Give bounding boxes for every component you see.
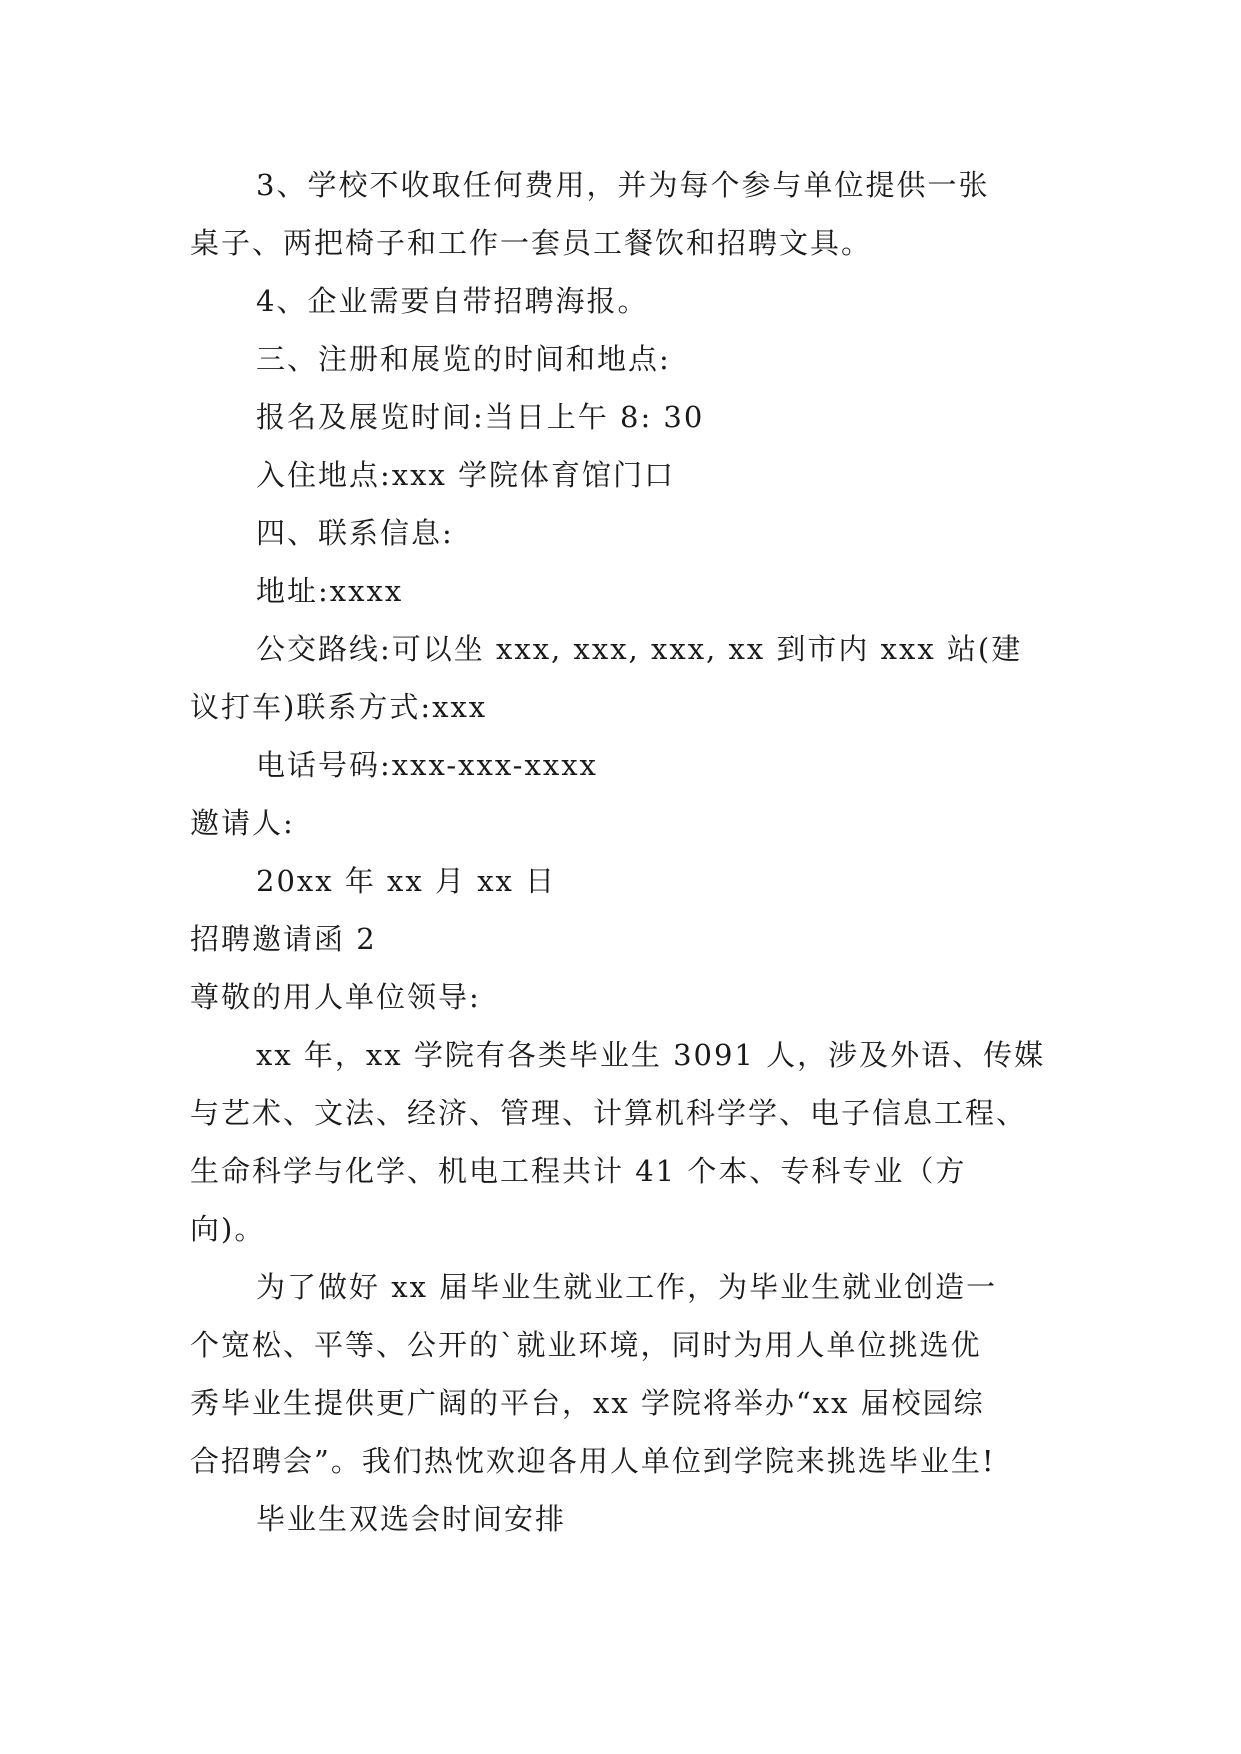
text-line: 4、企业需要自带招聘海报。 bbox=[256, 284, 649, 318]
date-line: 20xx 年 xx 月 xx 日 bbox=[256, 864, 557, 898]
section-heading: 三、注册和展览的时间和地点: bbox=[256, 342, 671, 376]
text-line: 毕业生双选会时间安排 bbox=[256, 1502, 567, 1536]
text-line: 向)。 bbox=[190, 1212, 266, 1246]
text-line: 为了做好 xx 届毕业生就业工作，为毕业生就业创造一 bbox=[256, 1270, 998, 1304]
salutation: 尊敬的用人单位领导: bbox=[190, 980, 481, 1014]
section-heading: 四、联系信息: bbox=[256, 516, 454, 550]
text-line: xx 年，xx 学院有各类毕业生 3091 人，涉及外语、传媒 bbox=[256, 1038, 1046, 1072]
text-line: 地址:xxxx bbox=[256, 574, 404, 608]
document-title: 招聘邀请函 2 bbox=[190, 922, 377, 956]
text-line: 3、学校不收取任何费用，并为每个参与单位提供一张 bbox=[256, 168, 990, 202]
text-line: 合招聘会”。我们热忱欢迎各用人单位到学院来挑选毕业生! bbox=[190, 1444, 996, 1478]
text-line: 秀毕业生提供更广阔的平台，xx 学院将举办“xx 届校园综 bbox=[190, 1386, 985, 1420]
text-line: 议打车)联系方式:xxx bbox=[190, 690, 488, 724]
text-line: 与艺术、文法、经济、管理、计算机科学学、电子信息工程、 bbox=[190, 1096, 1028, 1130]
text-line: 个宽松、平等、公开的`就业环境，同时为用人单位挑选优 bbox=[190, 1328, 982, 1362]
text-line: 报名及展览时间:当日上午 8: 30 bbox=[256, 400, 705, 434]
text-line: 入住地点:xxx 学院体育馆门口 bbox=[256, 458, 676, 492]
text-line: 生命科学与化学、机电工程共计 41 个本、专科专业（方 bbox=[190, 1154, 967, 1188]
text-line: 电话号码:xxx-xxx-xxxx bbox=[256, 748, 598, 782]
text-line: 邀请人: bbox=[190, 806, 295, 840]
text-line: 公交路线:可以坐 xxx, xxx, xxx, xx 到市内 xxx 站(建 bbox=[256, 632, 1023, 666]
text-line: 桌子、两把椅子和工作一套员工餐饮和招聘文具。 bbox=[190, 226, 873, 260]
